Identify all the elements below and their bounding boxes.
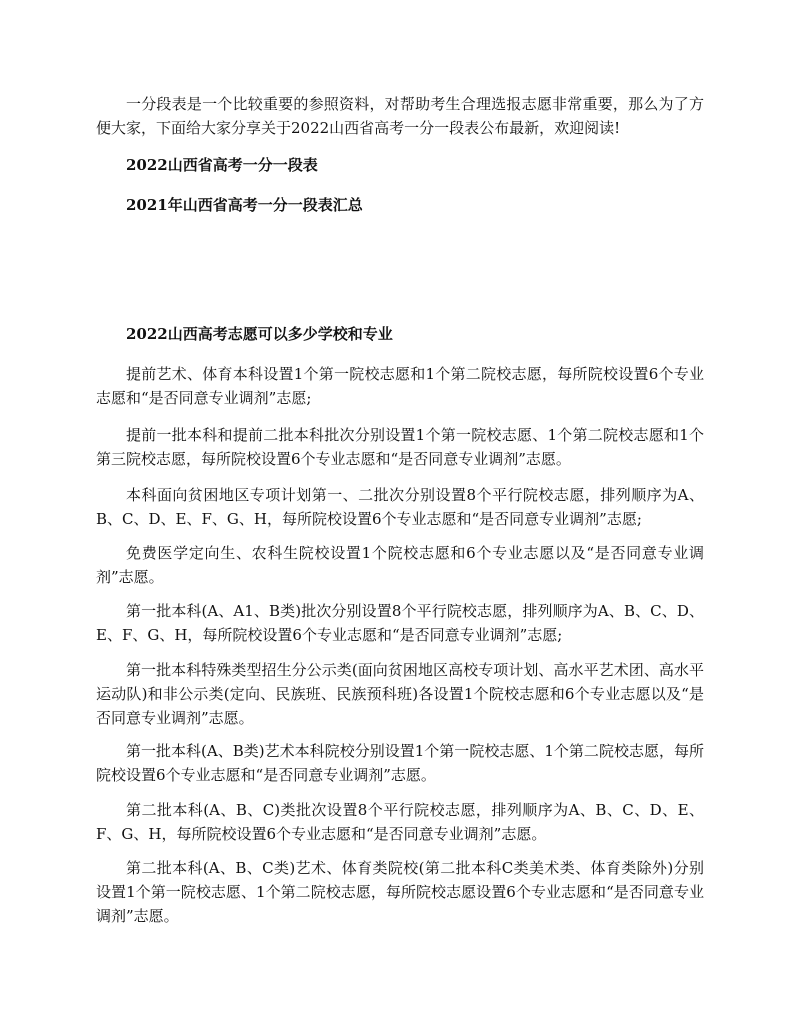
paragraph-poverty-special-plan: 本科面向贫困地区专项计划第一、二批次分别设置8个平行院校志愿，排列顺序为A、B、C、D、E、F、G、H，每所院校设置6个专业志愿和“是否同意专业调剂”志愿; xyxy=(96,486,704,528)
paragraph-first-batch-art: 第一批本科(A、B类)艺术本科院校分别设置1个第一院校志愿、1个第二院校志愿，每所院校设置6个专业志愿和“是否同意专业调剂”志愿。 xyxy=(96,742,704,784)
intro-paragraph: 一分段表是一个比较重要的参照资料，对帮助考生合理选报志愿非常重要，那么为了方便大家，下面给大家分享关于2022山西省高考一分一段表公布最新，欢迎阅读! xyxy=(96,95,704,137)
paragraph-free-medical: 免费医学定向生、农科生院校设置1个院校志愿和6个专业志愿以及“是否同意专业调剂”志愿。 xyxy=(96,544,704,586)
paragraph-first-batch: 第一批本科(A、A1、B类)批次分别设置8个平行院校志愿，排列顺序为A、B、C、D、E、F、G、H，每所院校设置6个专业志愿和“是否同意专业调剂”志愿; xyxy=(96,602,704,644)
heading-2021-score-table: 2021年山西省高考一分一段表汇总 xyxy=(126,196,363,214)
paragraph-second-batch: 第二批本科(A、B、C)类批次设置8个平行院校志愿，排列顺序为A、B、C、D、E、F、G、H，每所院校设置6个专业志愿和“是否同意专业调剂”志愿。 xyxy=(96,801,704,843)
paragraph-early-art-sports: 提前艺术、体育本科设置1个第一院校志愿和1个第二院校志愿，每所院校设置6个专业志愿和“是否同意专业调剂”志愿; xyxy=(96,365,704,407)
heading-volunteer-limits: 2022山西高考志愿可以多少学校和专业 xyxy=(126,325,393,343)
paragraph-second-batch-art-sports: 第二批本科(A、B、C类)艺术、体育类院校(第二批本科C类美术类、体育类除外)分别设置1个第一院校志愿、1个第二院校志愿，每所院校志愿设置6个专业志愿和“是否同意专业调剂”志愿。 xyxy=(96,859,704,925)
paragraph-first-batch-special: 第一批本科特殊类型招生分公示类(面向贫困地区高校专项计划、高水平艺术团、高水平运动队)和非公示类(定向、民族班、民族预科班)各设置1个院校志愿和6个专业志愿以及“是否同意专业调剂”志愿。 xyxy=(96,661,704,727)
paragraph-early-batches: 提前一批本科和提前二批本科批次分别设置1个第一院校志愿、1个第二院校志愿和1个第三院校志愿，每所院校设置6个专业志愿和“是否同意专业调剂”志愿。 xyxy=(96,426,704,468)
heading-2022-score-table: 2022山西省高考一分一段表 xyxy=(126,156,318,174)
